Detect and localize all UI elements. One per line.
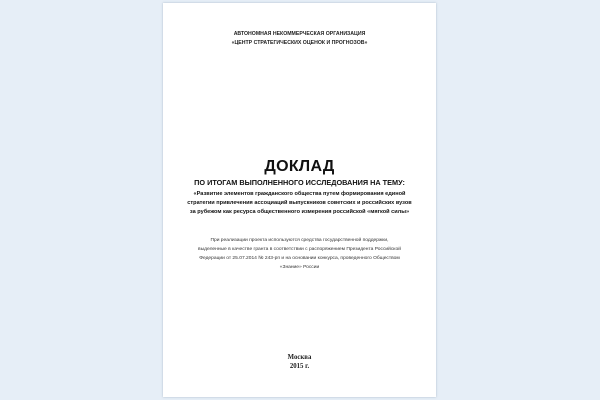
funding-note-line-4: «Знание» России <box>279 265 320 270</box>
document-title: ДОКЛАД <box>264 158 335 175</box>
funding-note-line-1: При реализации проекта используются средства государственной поддержки, <box>210 238 389 243</box>
topic-line-1: «Развитие элементов гражданского общества путем формирования единой <box>193 191 406 197</box>
organization-line-1: АВТОНОМНАЯ НЕКОММЕРЧЕСКАЯ ОРГАНИЗАЦИЯ <box>233 31 366 37</box>
city: Москва <box>287 354 312 361</box>
topic-line-2: стратегии привлечения ассоциаций выпускников советских и российских вузов <box>187 200 412 206</box>
document-subtitle: ПО ИТОГАМ ВЫПОЛНЕННОГО ИССЛЕДОВАНИЯ НА ТЕМУ: <box>194 178 405 187</box>
organization-line-2: «ЦЕНТР СТРАТЕГИЧЕСКИХ ОЦЕНОК И ПРОГНОЗОВ» <box>231 40 368 46</box>
document-page <box>163 3 436 397</box>
funding-note-line-3: Федерации от 25.07.2014 № 243-рп и на основании конкурса, проведенного Обществом <box>199 256 400 261</box>
funding-note-line-2: выделенные в качестве гранта в соответствии с распоряжением Президента Российской <box>198 247 401 252</box>
year: 2015 г. <box>289 363 310 370</box>
topic-line-3: за рубежом как ресурса общественного измерения российской «мягкой силы» <box>189 209 410 215</box>
